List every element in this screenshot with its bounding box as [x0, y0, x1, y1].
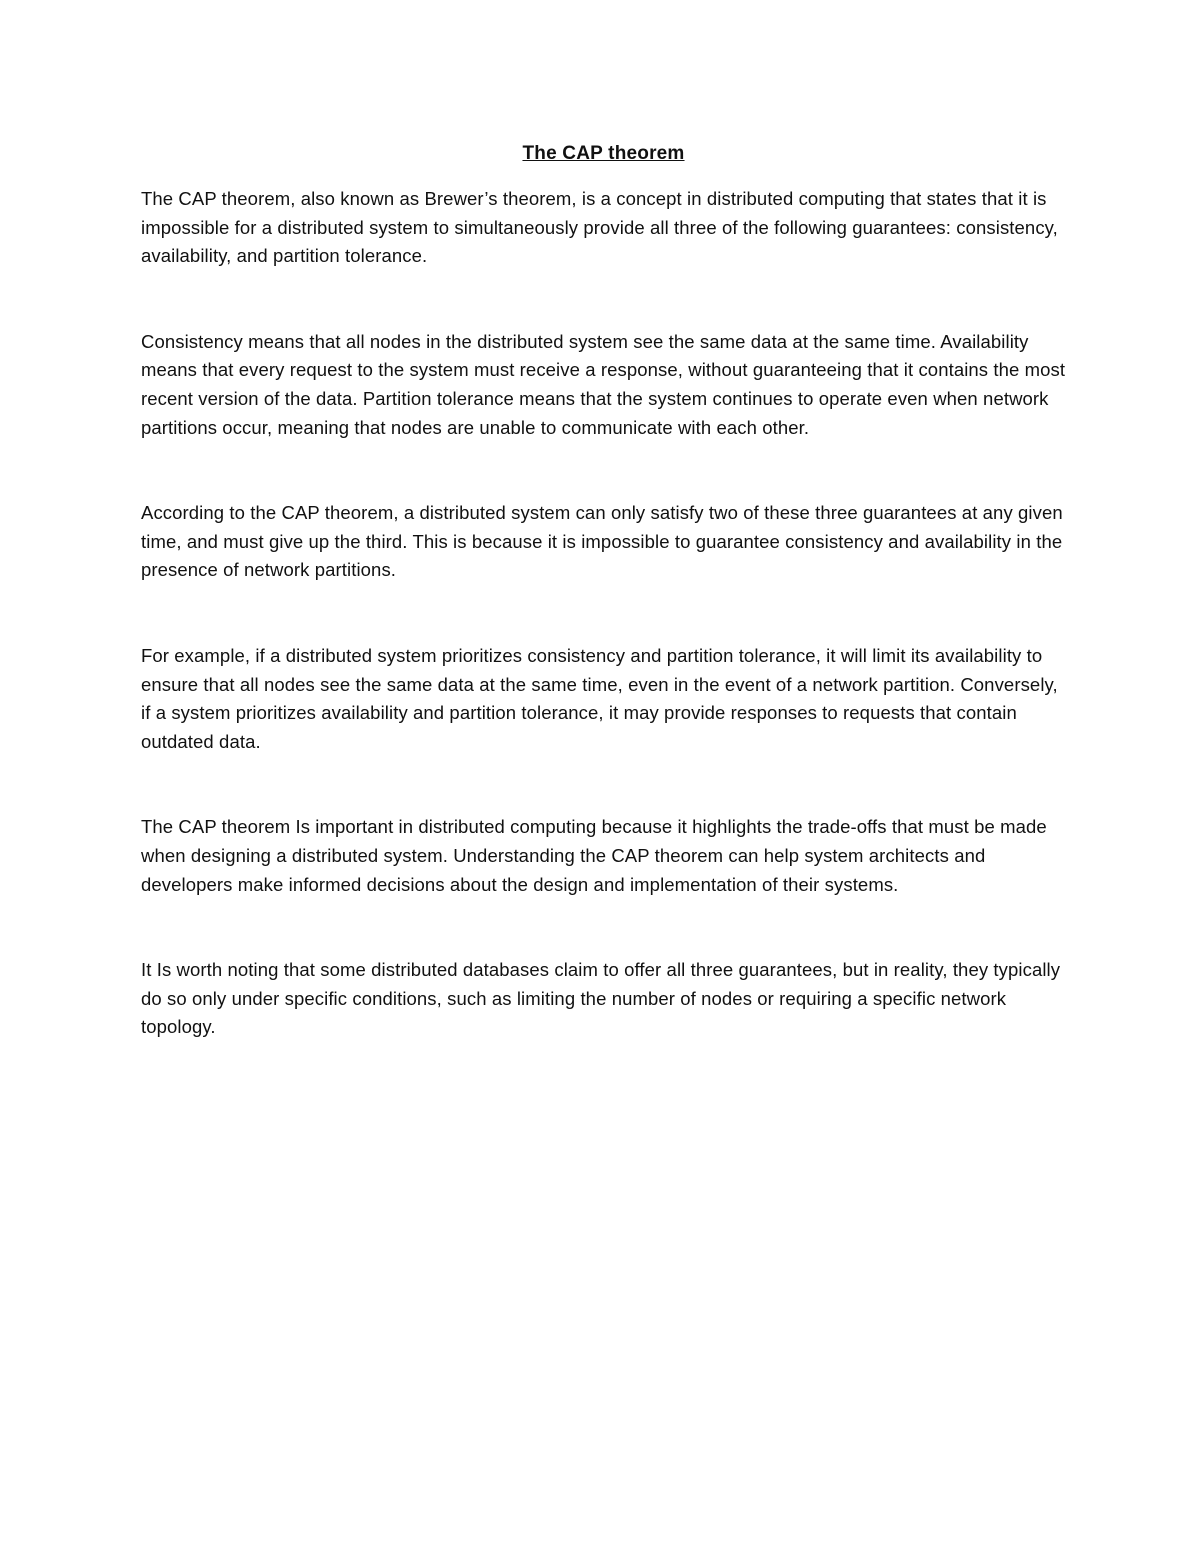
paragraph-tradeoff: According to the CAP theorem, a distributed system can only satisfy two of these three guarantees at any given time, and must give up the third. This is because it is impossible to guarantee consistency and availability in the presence of network partitions. [141, 502, 1063, 581]
paragraph-example: For example, if a distributed system prioritizes consistency and partition tolerance, it will limit its availability to ensure that all nodes see the same data at the same time, even in the event of a network partition. Conversely, if a system prioritizes availability and partition tolerance, it may provide responses to requests that contain outdated data. [141, 644, 1058, 752]
paragraph-definitions: Consistency means that all nodes in the distributed system see the same data at the same time. Availability means that every request to the system must receive a response, without guaranteeing that it contains the most recent version of the data. Partition tolerance means that the system continues to operate even when network partitions occur, meaning that nodes are unable to communicate with each other. [141, 330, 1066, 438]
paragraph-spacer [141, 756, 1066, 813]
paragraph-spacer [141, 442, 1066, 499]
paragraph-spacer [141, 899, 1066, 956]
document-body [141, 140, 1066, 1042]
paragraph-note: It Is worth noting that some distributed databases claim to offer all three guarantees, but in reality, they typically do so only under specific conditions, such as limiting the number of nodes or requiring a specific network topology. [141, 959, 1061, 1038]
paragraph-spacer [141, 585, 1066, 642]
document-title: The CAP theorem [522, 143, 685, 164]
paragraph-importance: The CAP theorem Is important in distributed computing because it highlights the trade-offs that must be made when designing a distributed system. Understanding the CAP theorem can help system architects and developers make informed decisions about the design and implementation of their systems. [141, 816, 1047, 895]
paragraph-spacer [141, 271, 1066, 328]
paragraph-intro: The CAP theorem, also known as Brewer’s theorem, is a concept in distributed computing that states that it is impossible for a distributed system to simultaneously provide all three of the following guarantees: consistency, availability, and partition tolerance. [141, 188, 1058, 267]
